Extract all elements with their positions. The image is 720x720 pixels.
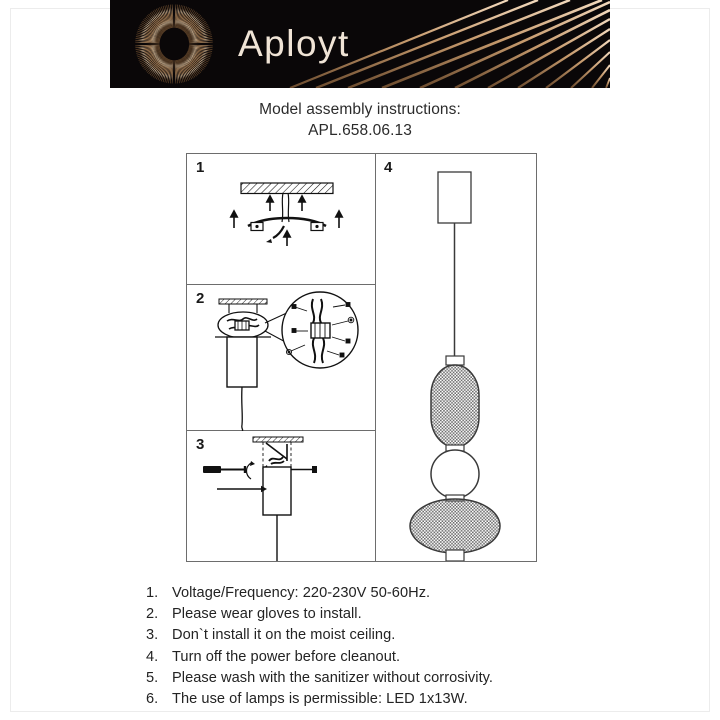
note-number: 1. <box>146 585 159 601</box>
brand-wordmark: Aployt <box>238 23 350 64</box>
note-number: 6. <box>146 691 159 708</box>
note-text: Please wash with the sanitizer without corrosivity. <box>172 669 494 686</box>
note-number: 4. <box>146 648 159 665</box>
list-item <box>146 625 616 646</box>
step-number-2: 2 <box>196 290 205 307</box>
assembly-step-panel-3 <box>187 431 376 561</box>
assembly-step-panel-2 <box>187 285 376 431</box>
sunburst-logo-icon <box>132 4 216 84</box>
brand-banner <box>110 0 610 88</box>
page-title-line-1: Model assembly instructions: <box>259 101 461 118</box>
list-item <box>146 604 616 625</box>
safety-notes-list <box>146 583 616 710</box>
note-text: Turn off the power before cleanout. <box>172 648 401 665</box>
note-text: The use of lamps is permissible: LED 1x13W. <box>172 691 468 708</box>
note-text: Please wear gloves to install. <box>172 606 362 623</box>
page-title <box>0 99 720 141</box>
page-title-line-2: APL.658.06.13 <box>308 122 412 139</box>
note-text: Don`t install it on the moist ceiling. <box>172 627 396 644</box>
ceiling-bracket-step-icon <box>187 154 376 285</box>
note-number: 5. <box>146 669 159 686</box>
list-item <box>146 583 616 604</box>
note-text: Voltage/Frequency: 220-230V 50-60Hz. <box>172 585 431 601</box>
list-item <box>146 647 616 668</box>
note-number: 2. <box>146 606 159 623</box>
step-number-1: 1 <box>196 159 205 176</box>
step-number-4: 4 <box>384 159 393 176</box>
assembly-step-panel-1 <box>187 154 376 285</box>
note-number: 3. <box>146 627 159 644</box>
assembly-step-panel-4 <box>376 154 536 561</box>
wiring-terminal-step-icon <box>187 285 376 431</box>
assembled-pendant-lamp-icon <box>376 154 536 561</box>
step-number-3: 3 <box>196 436 205 453</box>
list-item <box>146 668 616 689</box>
assembly-diagram <box>186 153 537 562</box>
screwdriver-tighten-step-icon <box>187 431 376 561</box>
list-item <box>146 689 616 710</box>
